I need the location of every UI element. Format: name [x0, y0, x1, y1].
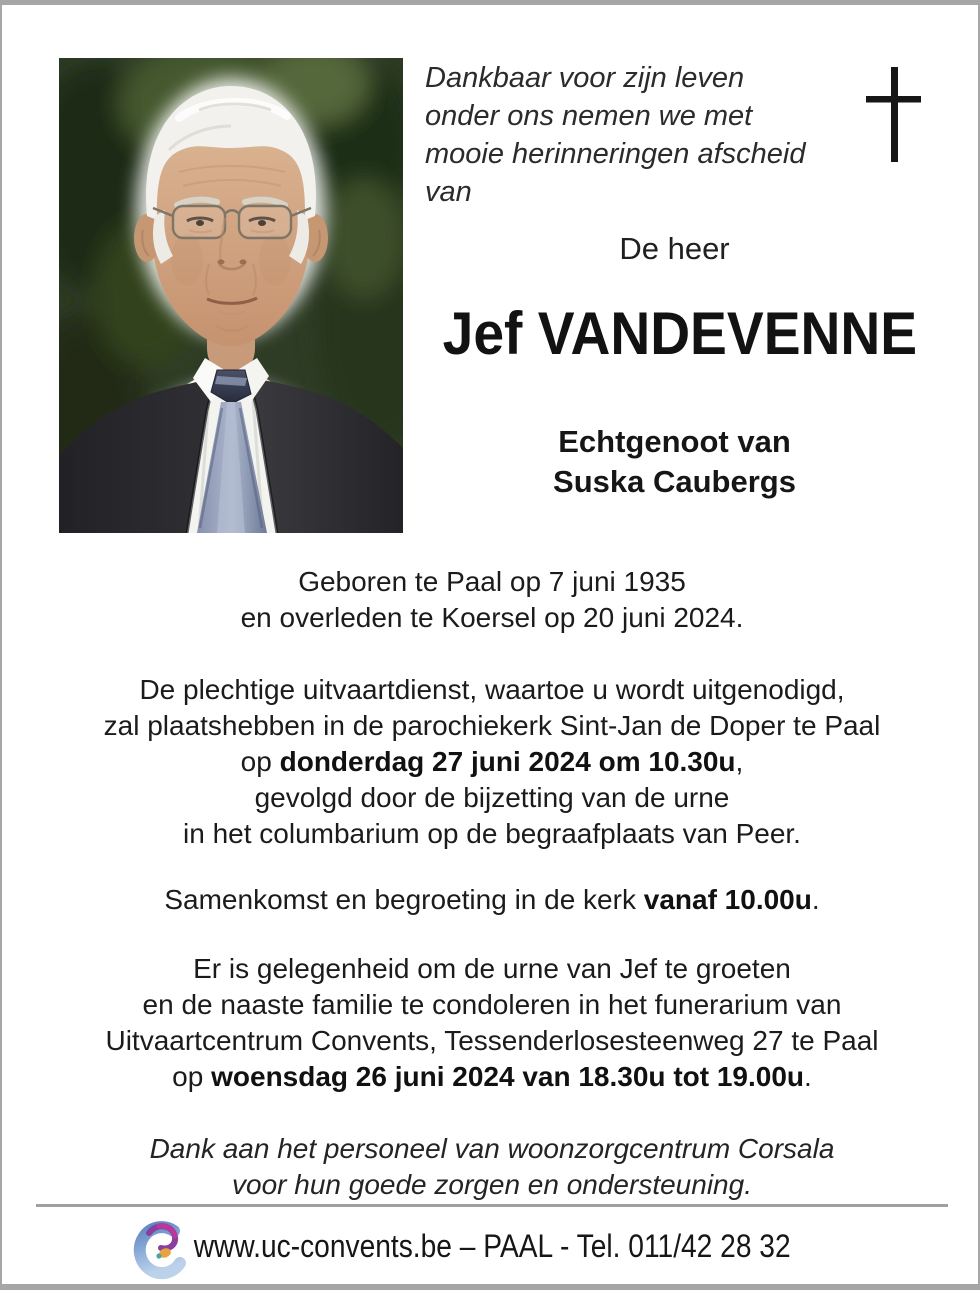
condolence-line-4: op woensdag 26 juni 2024 van 18.30u tot 19.00u. — [172, 1061, 812, 1092]
gathering-paragraph: Samenkomst en begroeting in de kerk vanaf 10.00u. — [164, 884, 820, 915]
death-line: en overleden te Koersel op 20 juni 2024. — [240, 602, 744, 633]
deceased-name-text: Jef VANDEVENNE — [442, 300, 918, 367]
relation-block — [422, 422, 927, 502]
announcement-body — [32, 564, 952, 1203]
cross-icon — [866, 67, 922, 163]
condolence-line-2: en de naaste familie te condoleren in het funerarium van — [142, 989, 842, 1020]
relation-line: Echtgenoot van — [558, 424, 791, 459]
gathering-time: vanaf 10.00u — [643, 884, 812, 915]
service-line-2: zal plaatshebben in de parochiekerk Sint-Jan de Doper te Paal — [103, 710, 881, 741]
condolence-line-3: Uitvaartcentrum Convents, Tessenderlosesteenweg 27 te Paal — [105, 1025, 879, 1056]
birth-death-paragraph — [32, 564, 952, 636]
intro-line: Dankbaar voor zijn leven — [425, 62, 745, 94]
intro-line: onder ons nemen we met — [425, 100, 753, 132]
service-line-4: gevolgd door de bijzetting van de urne — [254, 782, 730, 813]
birth-line: Geboren te Paal op 7 juni 1935 — [298, 566, 686, 597]
portrait-photo — [59, 58, 403, 533]
service-line-1: De plechtige uitvaartdienst, waartoe u wordt uitgenodigd, — [139, 674, 845, 705]
intro-line: van — [425, 176, 472, 208]
condolence-line-1: Er is gelegenheid om de urne van Jef te groeten — [193, 953, 791, 984]
service-line-3: op donderdag 27 juni 2024 om 10.30u, — [240, 746, 744, 777]
intro-text — [425, 59, 845, 211]
service-line-5: in het columbarium op de begraafplaats van Peer. — [183, 818, 801, 849]
relation-line: Suska Caubergs — [553, 464, 796, 499]
deceased-name — [422, 300, 927, 367]
portrait-photo-art — [59, 58, 403, 533]
intro-line: mooie herinneringen afscheid — [425, 138, 806, 170]
condolence-paragraph — [32, 951, 952, 1095]
salutation: De heer — [619, 231, 730, 266]
thanks-line: voor hun goede zorgen en ondersteuning. — [232, 1169, 752, 1200]
thanks-line: Dank aan het personeel van woonzorgcentrum Corsala — [149, 1133, 835, 1164]
condolence-datetime: woensdag 26 juni 2024 van 18.30u tot 19.00u — [211, 1061, 805, 1092]
service-datetime: donderdag 27 juni 2024 om 10.30u — [279, 746, 736, 777]
footer-contact-text: www.uc-convents.be – PAAL - Tel. 011/42 28 32 — [193, 1228, 791, 1264]
service-paragraph — [32, 672, 952, 852]
footer-contact — [24, 1225, 960, 1267]
thanks-paragraph — [32, 1131, 952, 1203]
footer-divider — [36, 1204, 948, 1207]
